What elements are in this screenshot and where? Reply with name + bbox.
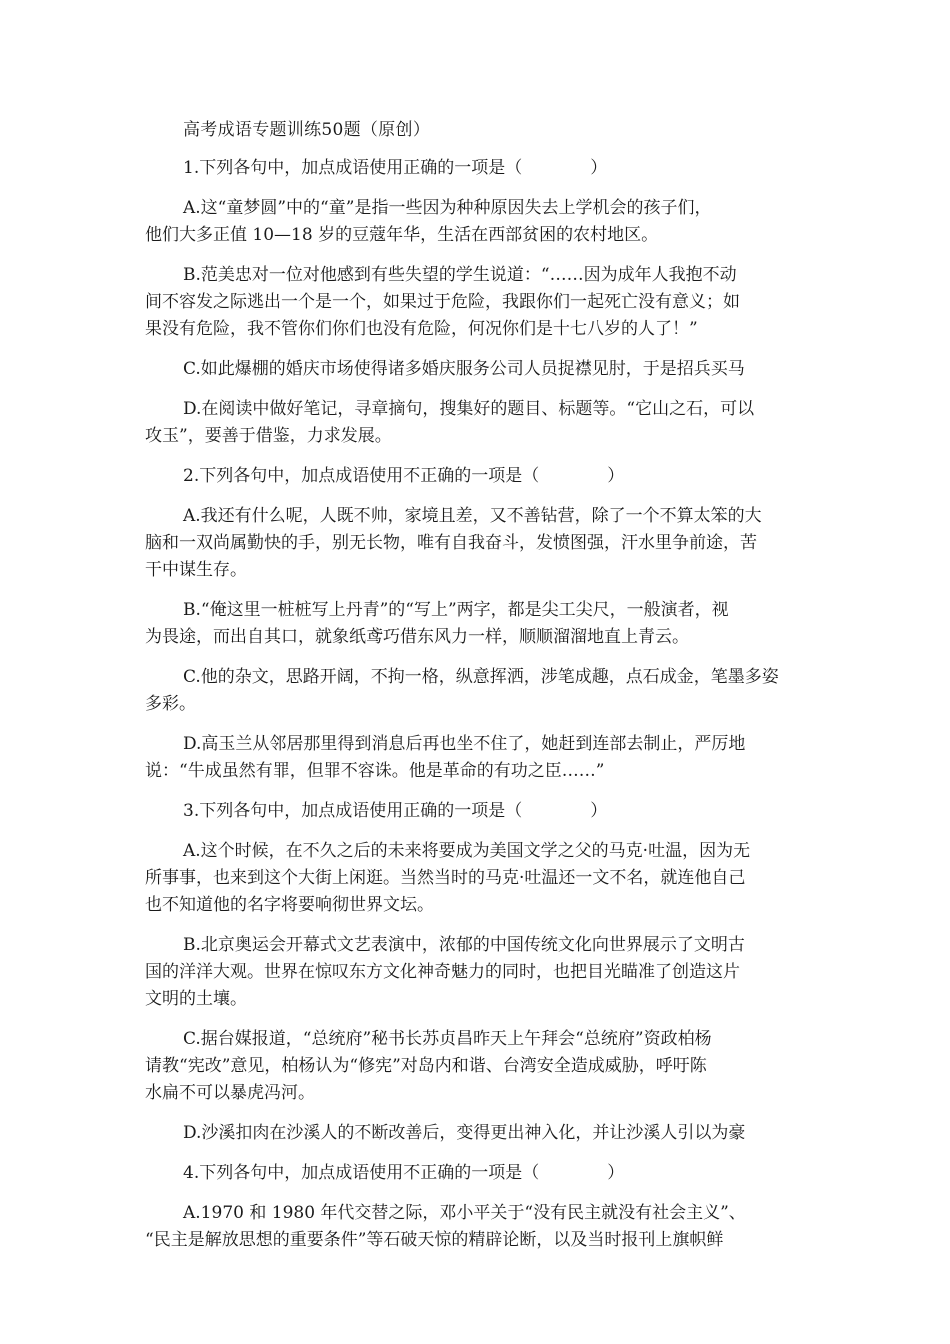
text-line: 国的洋洋大观。世界在惊叹东方文化神奇魅力的同时，也把目光瞄准了创造这片 bbox=[145, 962, 740, 982]
paragraph bbox=[145, 396, 810, 450]
text-line: C.如此爆棚的婚庆市场使得诸多婚庆服务公司人员捉襟见肘，于是招兵买马 bbox=[183, 359, 745, 379]
paragraph bbox=[145, 798, 810, 825]
text-line: 果没有危险，我不管你们你们也没有危险，何况你们是十七八岁的人了！” bbox=[145, 319, 698, 339]
text-line: 2.下列各句中，加点成语使用不正确的一项是（ ） bbox=[183, 466, 625, 486]
text-line: D.沙溪扣肉在沙溪人的不断改善后，变得更出神入化，并让沙溪人引以为豪 bbox=[183, 1123, 746, 1143]
paragraph bbox=[145, 1026, 810, 1107]
paragraph bbox=[145, 155, 810, 182]
text-line: 1.下列各句中，加点成语使用正确的一项是（ ） bbox=[183, 158, 608, 178]
document-body bbox=[145, 155, 810, 1254]
text-line: 脑和一双尚属勤快的手，别无长物，唯有自我奋斗，发愤图强，汗水里争前途，苦 bbox=[145, 533, 757, 553]
paragraph bbox=[145, 838, 810, 919]
text-line: 水扁不可以暴虎冯河。 bbox=[145, 1083, 315, 1103]
paragraph bbox=[145, 932, 810, 1013]
paragraph bbox=[145, 195, 810, 249]
paragraph bbox=[145, 1200, 810, 1254]
document-title: 高考成语专题训练50题（原创） bbox=[183, 120, 431, 140]
text-line: 3.下列各句中，加点成语使用正确的一项是（ ） bbox=[183, 801, 608, 821]
text-line: B.“俺这里一桩桩写上丹青”的“写上”两字，都是尖工尖尺，一般演者，视 bbox=[183, 600, 729, 620]
text-line: “民主是解放思想的重要条件”等石破天惊的精辟论断，以及当时报刊上旗帜鲜 bbox=[145, 1230, 724, 1250]
paragraph bbox=[145, 1160, 810, 1187]
text-line: 为畏途，而出自其口，就象纸鸢巧借东风力一样，顺顺溜溜地直上青云。 bbox=[145, 627, 689, 647]
text-line: D.在阅读中做好笔记，寻章摘句，搜集好的题目、标题等。“它山之石，可以 bbox=[183, 399, 755, 419]
text-line: A.我还有什么呢，人既不帅，家境且差，又不善钻营，除了一个不算太笨的大 bbox=[183, 506, 762, 526]
text-line: C.据台媒报道，“总统府”秘书长苏贞昌昨天上午拜会“总统府”资政柏杨 bbox=[183, 1029, 712, 1049]
text-line: 所事事，也来到这个大街上闲逛。当然当时的马克·吐温还一文不名，就连他自己 bbox=[145, 868, 746, 888]
text-line: B.北京奥运会开幕式文艺表演中，浓郁的中国传统文化向世界展示了文明古 bbox=[183, 935, 745, 955]
text-line: 4.下列各句中，加点成语使用不正确的一项是（ ） bbox=[183, 1163, 625, 1183]
text-line: 也不知道他的名字将要响彻世界文坛。 bbox=[145, 895, 434, 915]
text-line: C.他的杂文，思路开阔，不拘一格，纵意挥洒，涉笔成趣，点石成金，笔墨多姿 bbox=[183, 667, 779, 687]
text-line: 说：“牛成虽然有罪，但罪不容诛。他是革命的有功之臣……” bbox=[145, 761, 605, 781]
paragraph bbox=[145, 1120, 810, 1147]
text-line: A.1970 和 1980 年代交替之际，邓小平关于“没有民主就没有社会主义”、 bbox=[183, 1203, 746, 1223]
text-line: 干中谋生存。 bbox=[145, 560, 247, 580]
text-line: 他们大多正值 10—18 岁的豆蔻年华，生活在西部贫困的农村地区。 bbox=[145, 225, 659, 245]
document-page bbox=[145, 118, 810, 1267]
paragraph bbox=[145, 664, 810, 718]
text-line: D.高玉兰从邻居那里得到消息后再也坐不住了，她赶到连部去制止，严厉地 bbox=[183, 734, 746, 754]
text-line: 文明的土壤。 bbox=[145, 989, 247, 1009]
paragraph bbox=[145, 503, 810, 584]
paragraph bbox=[145, 463, 810, 490]
paragraph bbox=[145, 356, 810, 383]
text-line: A.这个时候，在不久之后的未来将要成为美国文学之父的马克·吐温，因为无 bbox=[183, 841, 751, 861]
text-line: 攻玉”，要善于借鉴，力求发展。 bbox=[145, 426, 392, 446]
text-line: 请教“宪改”意见，柏杨认为“修宪”对岛内和谐、台湾安全造成威胁，呼吁陈 bbox=[145, 1056, 707, 1076]
text-line: A.这“童梦圆”中的“童”是指一些因为种种原因失去上学机会的孩子们， bbox=[183, 198, 712, 218]
paragraph bbox=[145, 731, 810, 785]
text-line: B.范美忠对一位对他感到有些失望的学生说道：“……因为成年人我抱不动 bbox=[183, 265, 737, 285]
paragraph bbox=[145, 262, 810, 343]
paragraph bbox=[145, 597, 810, 651]
text-line: 多彩。 bbox=[145, 694, 196, 714]
text-line: 间不容发之际逃出一个是一个，如果过于危险，我跟你们一起死亡没有意义；如 bbox=[145, 292, 740, 312]
